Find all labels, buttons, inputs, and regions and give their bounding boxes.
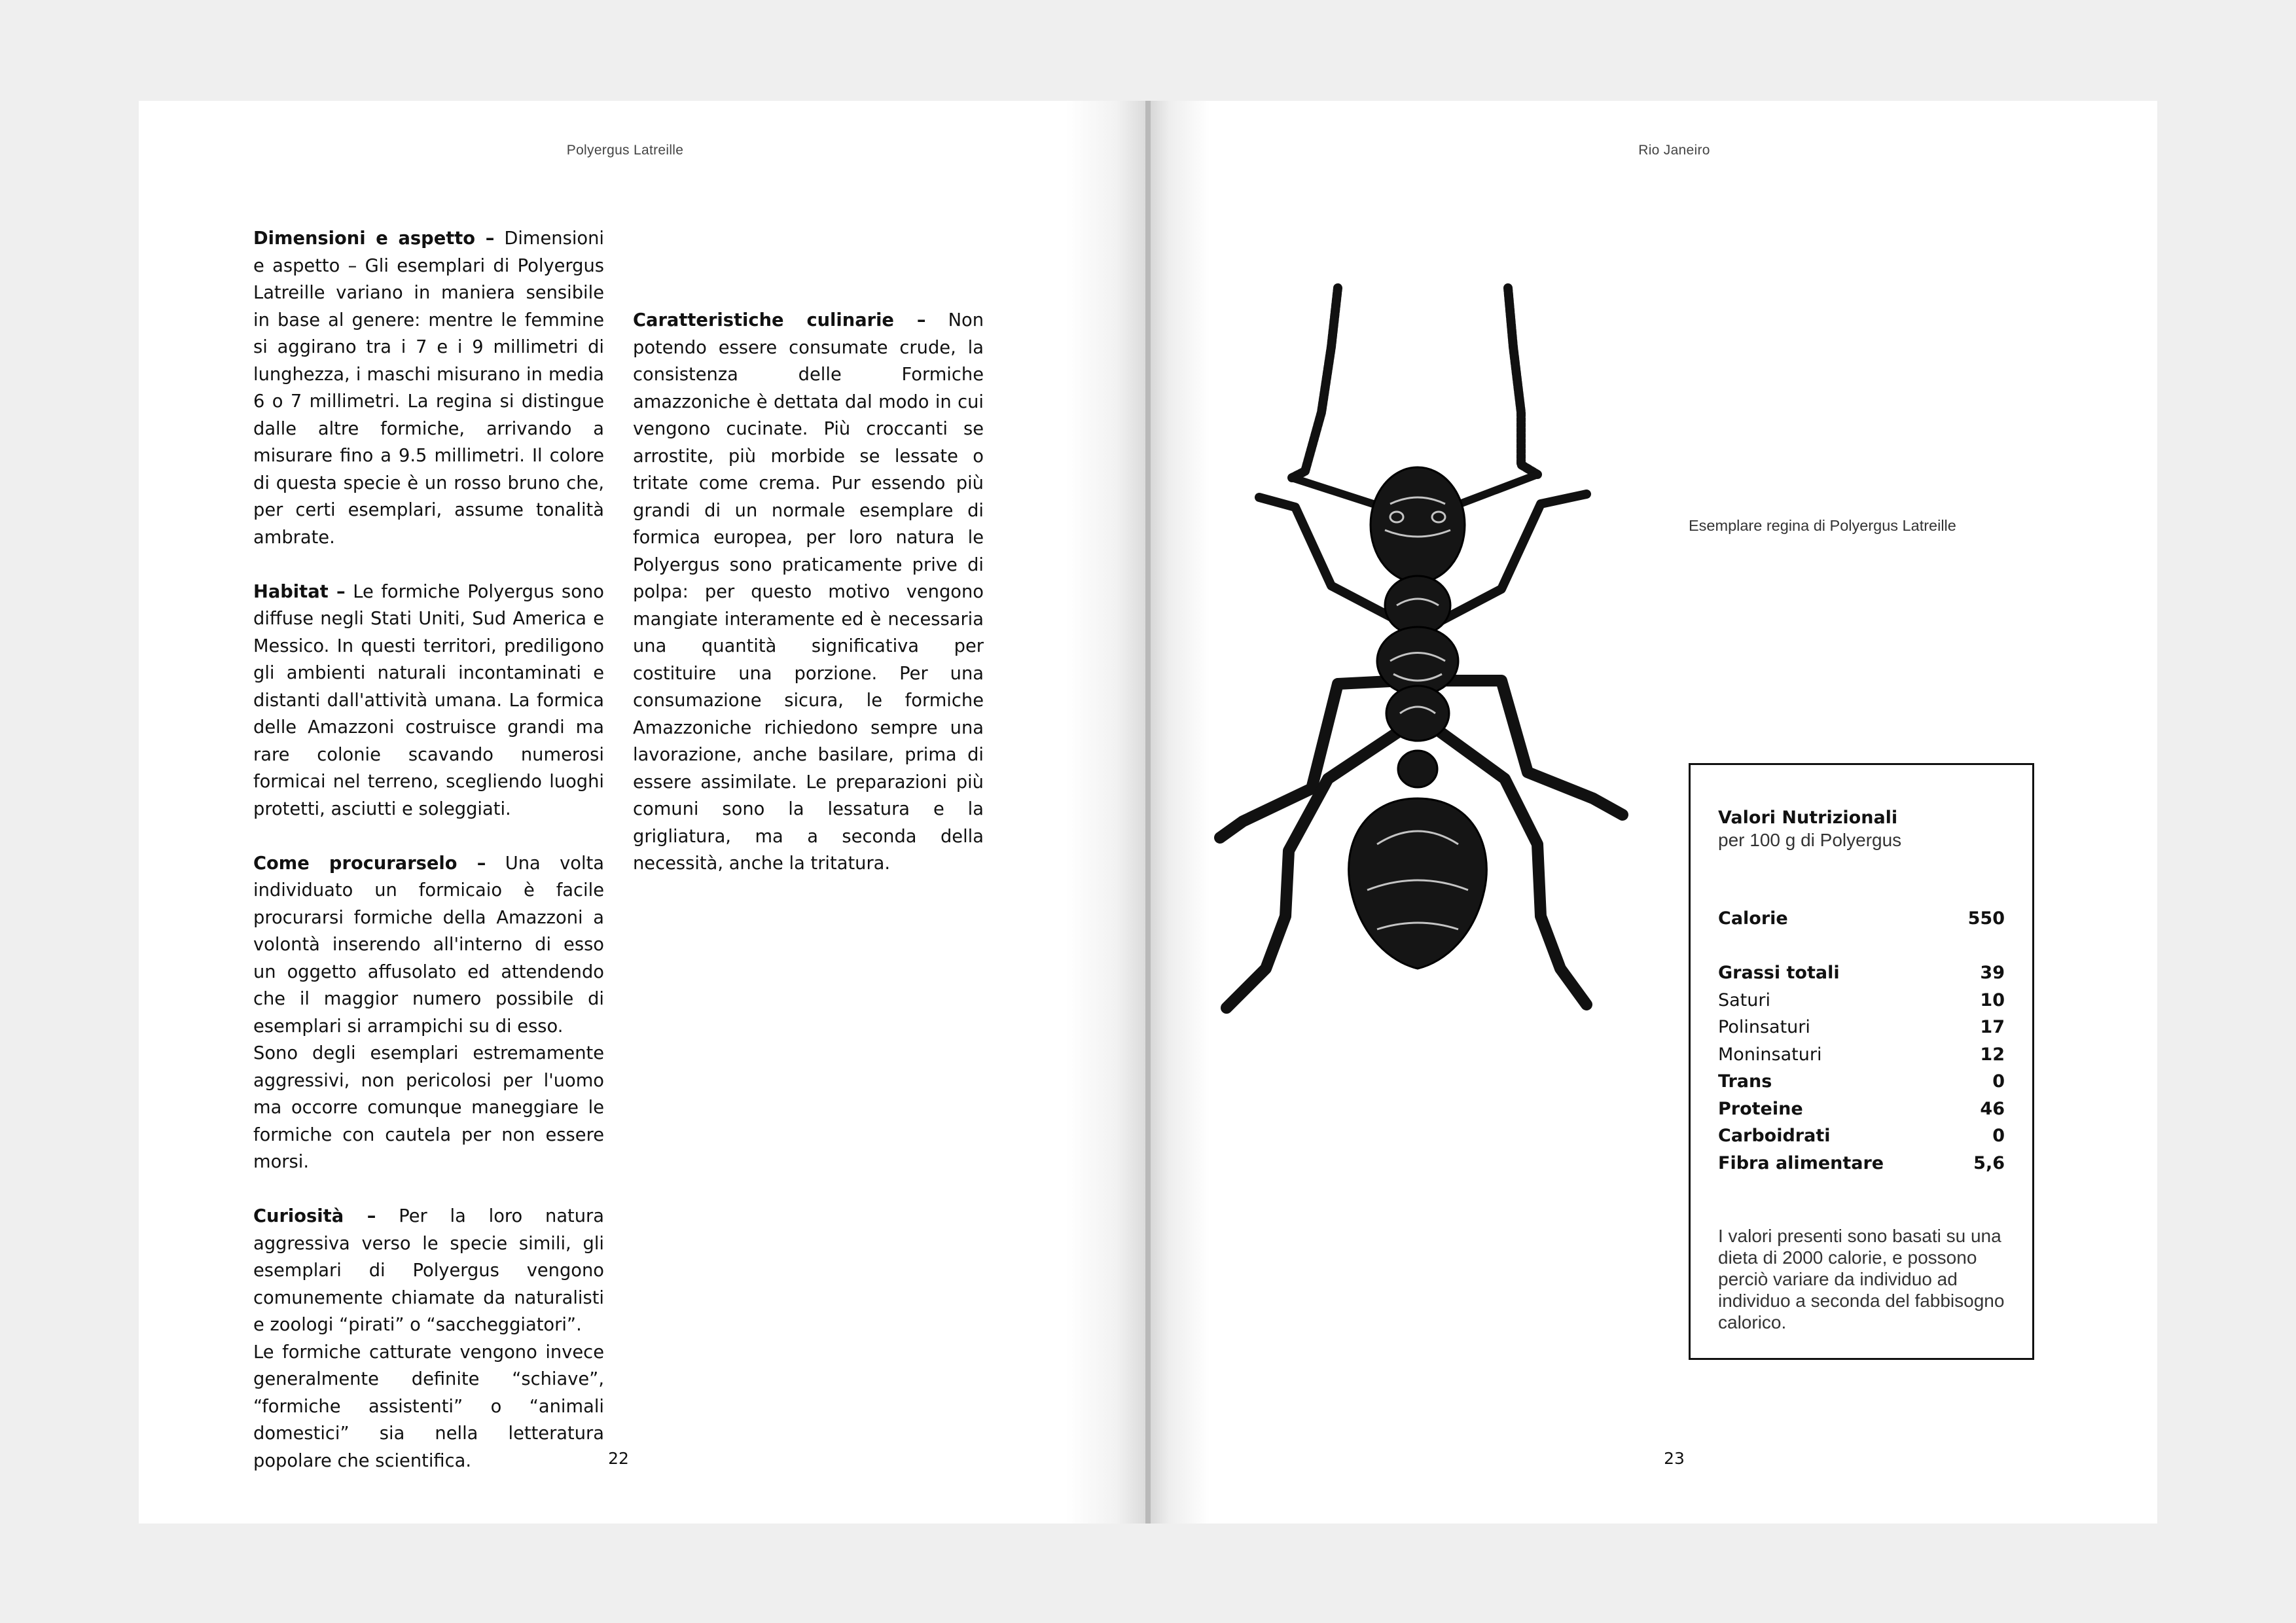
nutrition-label: Grassi totali: [1718, 963, 1840, 983]
figure-caption: Esemplare regina di Polyergus Latreille: [1689, 517, 1956, 534]
section-heading: Come procurarselo –: [253, 853, 486, 874]
section-curiosita: [253, 1203, 604, 1339]
section-body: Una volta individuato un formicaio è facile procurarsi formiche della Amazzoni a volontà inserendo all'interno di esso un oggetto affusolato ed attendendo che il maggior numero possibile di esemplari si arrampichi su di esso.: [253, 853, 604, 1037]
section-dimensioni: [253, 225, 604, 551]
left-page-number: 22: [608, 1449, 629, 1468]
nutrition-value: 0: [1992, 1126, 2005, 1146]
nutrition-value: 17: [1980, 1017, 2005, 1037]
text-column-1: [253, 225, 604, 1474]
right-running-head: Rio Janeiro: [1638, 143, 1710, 158]
nutrition-facts-box: [1689, 763, 2034, 1360]
left-running-head: Polyergus Latreille: [566, 143, 684, 158]
nutrition-row: [1718, 987, 2005, 1014]
nutrition-label: Fibra alimentare: [1718, 1152, 1884, 1173]
nutrition-title: Valori Nutrizionali: [1718, 808, 1898, 828]
nutrition-note: I valori presenti sono basati su una dieta di 2000 calorie, e possono perciò variare da individuo ad individuo a seconda del fabbisogno calorico.: [1718, 1226, 2005, 1332]
nutrition-label: Saturi: [1718, 990, 1770, 1010]
nutrition-row: [1718, 1150, 2005, 1177]
nutrition-label: Moninsaturi: [1718, 1044, 1822, 1065]
nutrition-row: [1718, 1068, 2005, 1096]
nutrition-row: [1718, 959, 2005, 987]
nutrition-row: [1718, 1014, 2005, 1041]
nutrition-label: Carboidrati: [1718, 1126, 1831, 1146]
nutrition-row: [1718, 905, 2005, 933]
section-habitat: [253, 579, 604, 823]
section-procurarselo: [253, 850, 604, 1041]
section-body: Le formiche Polyergus sono diffuse negli Stati Uniti, Sud America e Messico. In questi territori, prediligono gli ambienti naturali incontaminati e distanti dall'attività umana. La formica delle Amazzoni costruisce grandi ma rare colonie scavando numerosi formicai nel terreno, scegliendo luoghi protetti, asciutti e soleggiati.: [253, 581, 604, 819]
nutrition-row: [1718, 1041, 2005, 1069]
section-heading: Dimensioni e aspetto –: [253, 228, 495, 249]
nutrition-label: Polinsaturi: [1718, 1017, 1810, 1037]
nutrition-label: Calorie: [1718, 908, 1788, 929]
ant-illustration-icon: [1213, 281, 1632, 1067]
text-column-2: [633, 307, 984, 878]
section-heading: Curiosità –: [253, 1206, 376, 1226]
section-curiosita-cont: Le formiche catturate vengono invece generalmente definite “schiave”, “formiche assistenti” o “animali domestici” sia nella letteratura popolare che scientifica.: [253, 1342, 604, 1471]
section-culinarie: [633, 307, 984, 878]
nutrition-row: [1718, 1096, 2005, 1123]
section-body: Non potendo essere consumate crude, la consistenza delle Formiche amazzoniche è dettata dal modo in cui vengono cucinate. Più croccanti se arrostite, più morbide se lessate o tritate come crema. Pur essendo più grandi di un normale esemplare di formica europea, per loro natura le Polyergus sono praticamente prive di polpa: per questo motivo vengono mangiate interamente ed è necessaria una quantità significativa per costituire una porzione. Per una consumazione sicura, le formiche Amazzoniche richiedono sempre una lavorazione, anche basilare, prima di essere assimilate. Le preparazioni più comuni sono la lessatura e la grigliatura, ma a seconda della necessità, anche la tritatura.: [633, 310, 984, 874]
section-heading: Caratteristiche culinarie –: [633, 310, 926, 330]
nutrition-row: [1718, 1122, 2005, 1150]
nutrition-value: 10: [1980, 990, 2005, 1010]
nutrition-value: 12: [1980, 1044, 2005, 1065]
section-body: Dimensioni e aspetto – Gli esemplari di Polyergus Latreille variano in maniera sensibile in base al genere: mentre le femmine si aggirano tra i 7 e i 9 millimetri di lunghezza, i maschi misurano in media 6 o 7 millimetri. La regina si distingue dalle altre formiche, arrivando a misurare fino a 9.5 millimetri. Il colore di questa specie è un rosso bruno che, per certi esemplari, assume tonalità ambrate.: [253, 228, 604, 548]
nutrition-value: 39: [1980, 963, 2005, 983]
section-procurarselo-cont: Sono degli esemplari estremamente aggressivi, non pericolosi per l'uomo ma occorre comunque maneggiare le formiche con cautela per non essere morsi.: [253, 1043, 604, 1172]
nutrition-label: Proteine: [1718, 1098, 1803, 1119]
nutrition-value: 550: [1967, 908, 2005, 929]
right-page-number: 23: [1664, 1449, 1685, 1468]
section-heading: Habitat –: [253, 581, 346, 602]
section-body: Per la loro natura aggressiva verso le specie simili, gli esemplari di Polyergus vengono comunemente chiamate da naturalisti e zoologi “pirati” o “saccheggiatori”.: [253, 1206, 605, 1335]
book-gutter: [1145, 101, 1151, 1524]
nutrition-rows: [1718, 905, 2005, 1177]
nutrition-value: 0: [1992, 1071, 2005, 1092]
nutrition-label: Trans: [1718, 1071, 1772, 1092]
nutrition-value: 5,6: [1973, 1152, 2005, 1173]
nutrition-value: 46: [1980, 1098, 2005, 1119]
nutrition-subtitle: per 100 g di Polyergus: [1718, 830, 1902, 850]
